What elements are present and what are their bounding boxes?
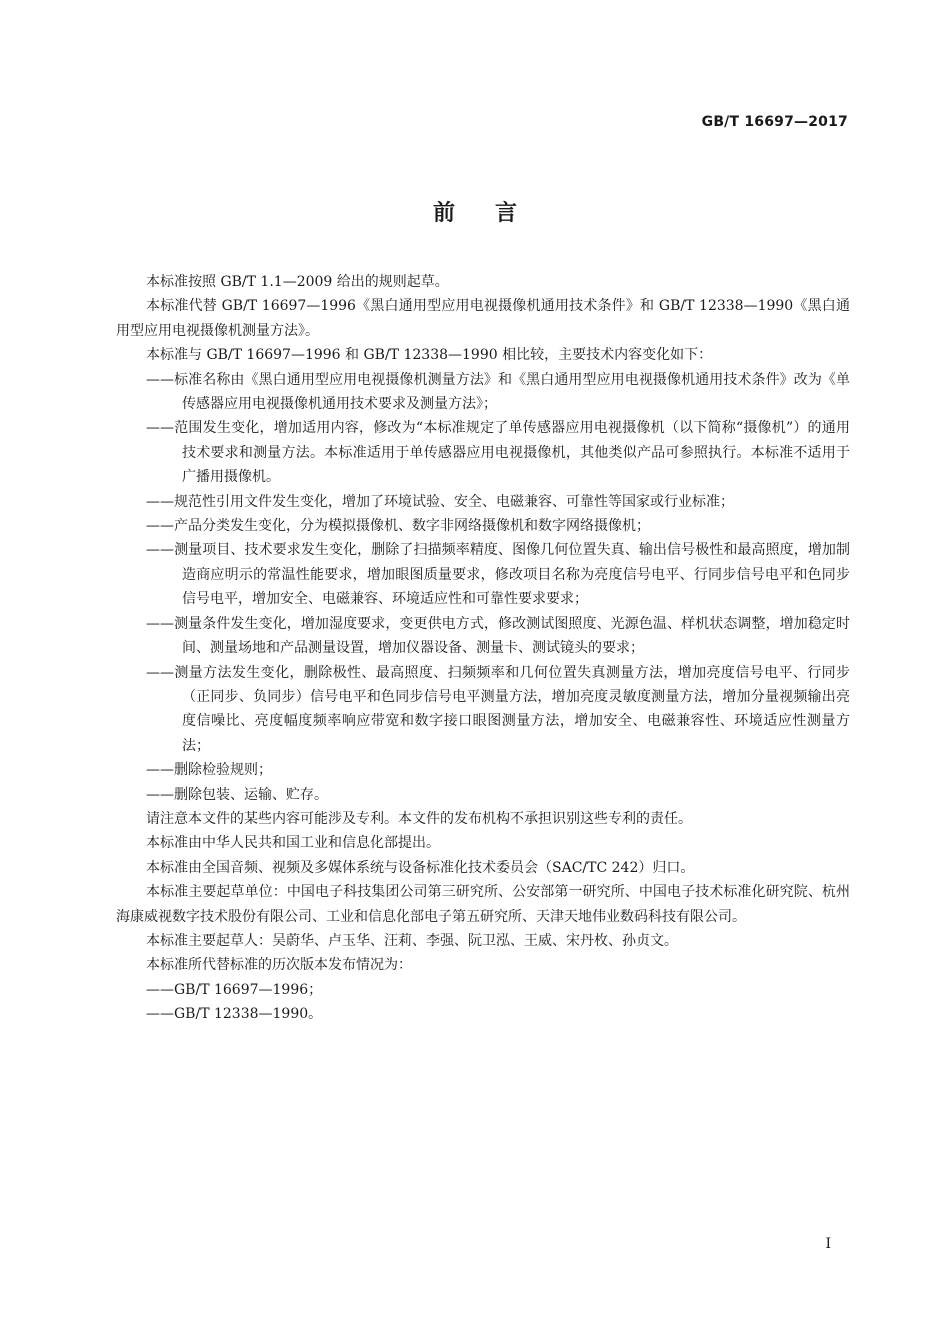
paragraph-drafting-organizations: 本标准主要起草单位：中国电子科技集团公司第三研究所、公安部第一研究所、中国电子技术标准化研究院、杭州海康威视数字技术股份有限公司、工业和信息化部电子第五研究所、天津天地伟业数码科技有限公司。 <box>116 884 850 925</box>
change-item-title: ——标准名称由《黑白通用型应用电视摄像机测量方法》和《黑白通用型应用电视摄像机通用技术条件》改为《单传感器应用电视摄像机通用技术要求及测量方法》； <box>146 371 850 413</box>
page-title: 前言 <box>432 201 557 226</box>
paragraph-patent-notice: 请注意本文件的某些内容可能涉及专利。本文件的发布机构不承担识别这些专利的责任。 <box>146 810 692 827</box>
paragraph-drafting-rules: 本标准按照 GB/T 1.1—2009 给出的规则起草。 <box>146 274 449 290</box>
paragraph-proposed-by: 本标准由中华人民共和国工业和信息化部提出。 <box>146 835 440 852</box>
change-item-inspection-rules: ——删除检验规则； <box>146 762 272 779</box>
history-item: ——GB/T 12338—1990。 <box>146 1006 323 1023</box>
paragraph-history-intro: 本标准所代替标准的历次版本发布情况为： <box>146 957 412 974</box>
standard-code: GB/T 16697—2017 <box>701 114 848 130</box>
change-item-packaging: ——删除包装、运输、贮存。 <box>146 786 328 803</box>
change-item-product-classification: ——产品分类发生变化，分为模拟摄像机、数字非网络摄像机和数字网络摄像机； <box>146 518 650 535</box>
change-item-measurement-conditions: ——测量条件发生变化，增加湿度要求，变更供电方式，修改测试图照度、光源色温、样机状态调整，增加稳定时间、测量场地和产品测量设置，增加仪器设备、测量卡、测试镜头的要求； <box>146 615 850 657</box>
change-item-measurement-methods: ——测量方法发生变化，删除极性、最高照度、扫频频率和几何位置失真测量方法，增加亮度信号电平、行同步（正同步、负同步）信号电平和色同步信号电平测量方法，增加亮度灵敏度测量方法，增加分量视频输出亮度信噪比、亮度幅度频率响应带宽和数字接口眼图测量方法，增加安全、电磁兼容性、环境适应性测量方法； <box>146 664 850 754</box>
history-item: ——GB/T 16697—1996； <box>146 981 323 998</box>
paragraph-changes-intro: 本标准与 GB/T 16697—1996 和 GB/T 12338—1990 相比较，主要技术内容变化如下： <box>146 347 713 364</box>
change-item-scope: ——范围发生变化，增加适用内容，修改为“本标准规定了单传感器应用电视摄像机（以下简称“摄像机”）的通用技术要求和测量方法。本标准适用于单传感器应用电视摄像机，其他类似产品可参照执行。本标准不适用于广播用摄像机。 <box>146 420 850 486</box>
page-number: I <box>825 1236 831 1252</box>
document-body <box>116 270 850 1027</box>
change-item-normative-references: ——规范性引用文件发生变化，增加了环境试验、安全、电磁兼容、可靠性等国家或行业标准； <box>146 493 734 510</box>
paragraph-technical-committee: 本标准由全国音频、视频及多媒体系统与设备标准化技术委员会（SAC/TC 242）归口。 <box>146 859 695 876</box>
change-item-measurement-items: ——测量项目、技术要求发生变化，删除了扫描频率精度、图像几何位置失真、输出信号极性和最高照度，增加制造商应明示的常温性能要求，增加眼图质量要求，修改项目名称为亮度信号电平、行同步信号电平和色同步信号电平，增加安全、电磁兼容、环境适应性和可靠性要求要求； <box>146 542 850 608</box>
paragraph-replaces: 本标准代替 GB/T 16697—1996《黑白通用型应用电视摄像机通用技术条件》和 GB/T 12338—1990《黑白通用型应用电视摄像机测量方法》。 <box>116 298 850 339</box>
paragraph-drafters: 本标准主要起草人：吴蔚华、卢玉华、汪莉、李强、阮卫泓、王威、宋丹枚、孙贞文。 <box>146 932 678 949</box>
